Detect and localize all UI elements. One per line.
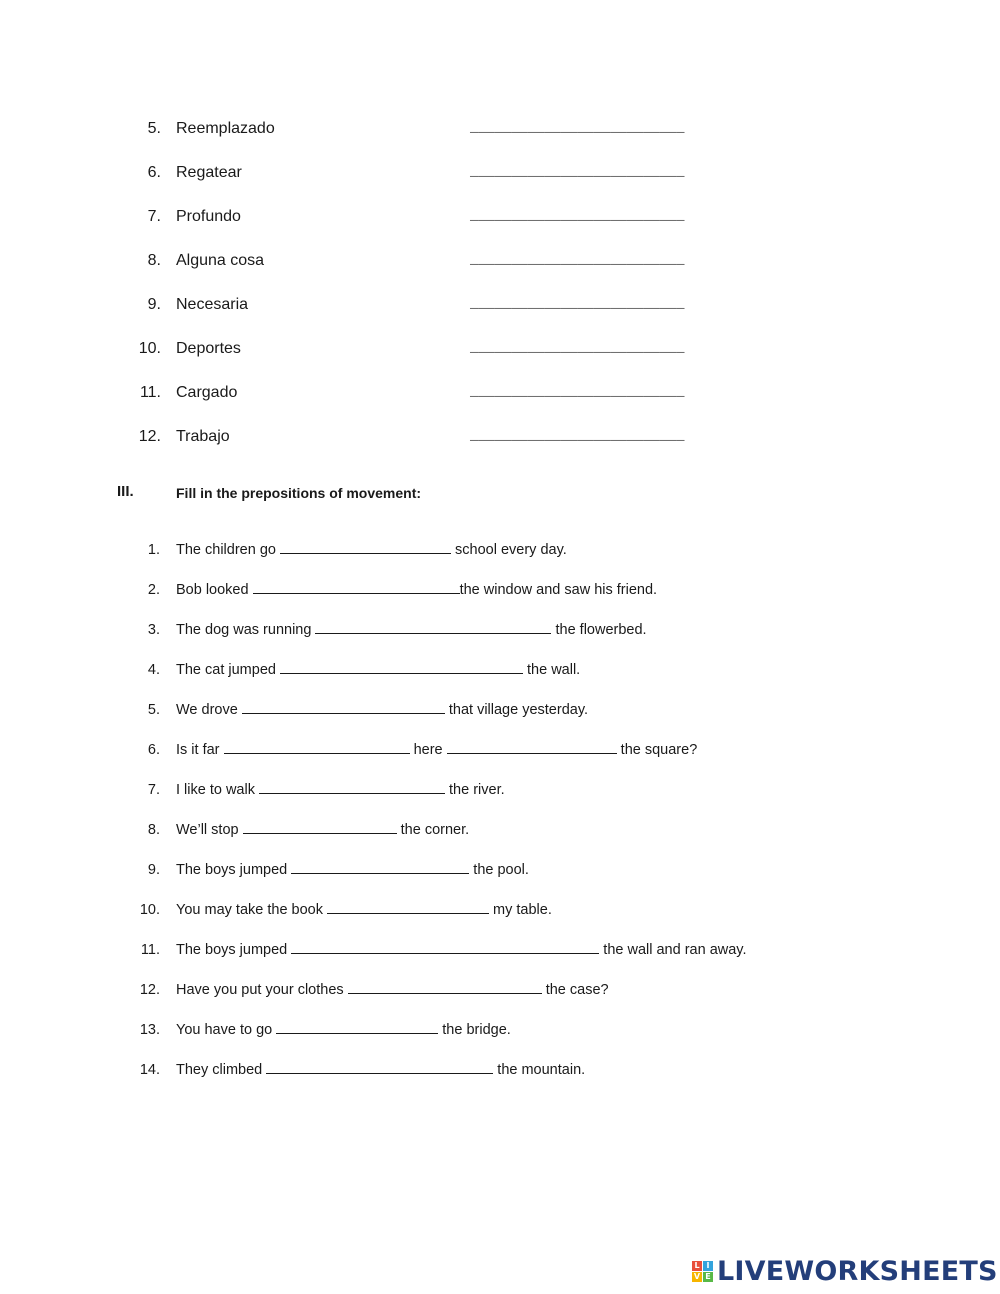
answer-blank[interactable]: __________________________ [470,385,685,400]
answer-blank[interactable] [242,699,445,714]
answer-blank[interactable] [243,819,397,834]
item-number: 6. [147,742,160,758]
item-number: 6. [147,164,161,181]
section-title: Fill in the prepositions of movement: [176,485,422,501]
sentence-part: the wall. [522,662,581,678]
sentence-part: I like to walk [176,782,259,798]
item-number: 4. [147,662,160,678]
answer-blank[interactable] [291,939,599,954]
exercise-item [0,859,1000,881]
item-number: 12. [139,982,160,998]
vocab-item [0,249,1000,273]
sentence-part: The children go [176,542,280,558]
answer-blank[interactable] [447,739,617,754]
vocab-word: Alguna cosa [176,252,265,269]
exercise-item [0,939,1000,961]
sentence-part: The cat jumped [176,662,280,678]
answer-blank[interactable] [224,739,410,754]
item-number: 10. [139,902,160,918]
vocab-item [0,205,1000,229]
item-number: 13. [139,1022,160,1038]
logo-icon-letter: I [703,1261,713,1271]
answer-blank[interactable] [315,619,551,634]
item-number: 5. [147,702,160,718]
vocab-word: Regatear [176,164,242,181]
vocab-item [0,117,1000,141]
sentence-part: the window and saw his friend. [459,582,658,598]
section-number: III. [117,483,134,500]
answer-blank[interactable]: __________________________ [470,253,685,268]
sentence-part: We drove [176,702,242,718]
answer-blank[interactable]: __________________________ [470,165,685,180]
vocab-item [0,337,1000,361]
vocab-word: Reemplazado [176,120,275,137]
sentence-part: You have to go [176,1022,277,1038]
sentence-part: Is it far [176,742,224,758]
answer-blank[interactable] [280,539,451,554]
item-number: 8. [147,252,161,269]
vocab-word: Trabajo [176,428,230,445]
item-number: 11. [139,384,161,401]
vocab-word: Profundo [176,208,241,225]
exercise-item [0,619,1000,641]
exercise-item [0,899,1000,921]
exercise-item [0,1059,1000,1081]
answer-blank[interactable] [259,779,445,794]
sentence-part: They climbed [176,1062,267,1078]
logo-icon [692,1261,713,1282]
sentence-part: The dog was running [176,622,316,638]
sentence-part: We’ll stop [176,822,243,838]
item-number: 14. [139,1062,160,1078]
logo-icon-letter: V [693,1271,701,1281]
vocab-item [0,381,1000,405]
vocab-item [0,425,1000,449]
item-number: 9. [147,296,161,313]
answer-blank[interactable]: __________________________ [470,429,685,444]
answer-blank[interactable] [291,859,469,874]
sentence-part: the wall and ran away. [599,942,747,958]
item-number: 12. [138,428,161,445]
exercise-item [0,739,1000,761]
answer-blank[interactable]: __________________________ [470,341,685,356]
item-number: 8. [147,822,160,838]
exercise-item [0,779,1000,801]
item-number: 3. [147,622,160,638]
exercise-item [0,1019,1000,1041]
sentence-part: Have you put your clothes [176,982,348,998]
sentence-part: the river. [445,782,505,798]
vocab-word: Necesaria [176,296,249,313]
exercise-item [0,819,1000,841]
item-number: 1. [147,542,160,558]
exercise-item [0,659,1000,681]
sentence-part: the bridge. [438,1022,511,1038]
answer-blank[interactable]: __________________________ [470,209,685,224]
exercise-item [0,699,1000,721]
item-number: 2. [147,582,160,598]
sentence-part: my table. [489,902,552,918]
logo-icon-letter: E [703,1272,713,1282]
sentence-part: the square? [616,742,698,758]
sentence-part: The boys jumped [176,862,292,878]
sentence-part: the case? [541,982,609,998]
item-number: 9. [147,862,160,878]
item-number: 11. [140,942,160,958]
exercise-item [0,979,1000,1001]
item-number: 5. [147,120,161,137]
sentence-part: the mountain. [493,1062,586,1078]
sentence-part: the flowerbed. [551,622,647,638]
sentence-part: You may take the book [176,902,328,918]
answer-blank[interactable]: __________________________ [470,121,685,136]
exercise-item [0,579,1000,601]
vocab-word: Cargado [176,384,238,401]
item-number: 10. [138,340,161,357]
answer-blank[interactable]: __________________________ [470,297,685,312]
sentence-part: the pool. [469,862,529,878]
vocab-item [0,161,1000,185]
sentence-part: that village yesterday. [444,702,589,718]
answer-blank[interactable] [253,579,460,594]
liveworksheets-logo [692,1256,998,1286]
logo-icon-letter: L [692,1261,702,1271]
exercise-item [0,539,1000,561]
vocab-word: Deportes [176,340,241,357]
answer-blank[interactable] [327,899,489,914]
answer-blank[interactable] [266,1059,493,1074]
answer-blank[interactable] [276,1019,438,1034]
vocab-item [0,293,1000,317]
logo-text: LIVEWORKSHEETS [717,1255,998,1287]
item-number: 7. [147,208,161,225]
sentence-part: here [409,742,447,758]
sentence-part: Bob looked [176,582,253,598]
answer-blank[interactable] [280,659,523,674]
sentence-part: The boys jumped [176,942,292,958]
answer-blank[interactable] [348,979,542,994]
item-number: 7. [147,782,160,798]
sentence-part: school every day. [450,542,567,558]
sentence-part: the corner. [396,822,470,838]
